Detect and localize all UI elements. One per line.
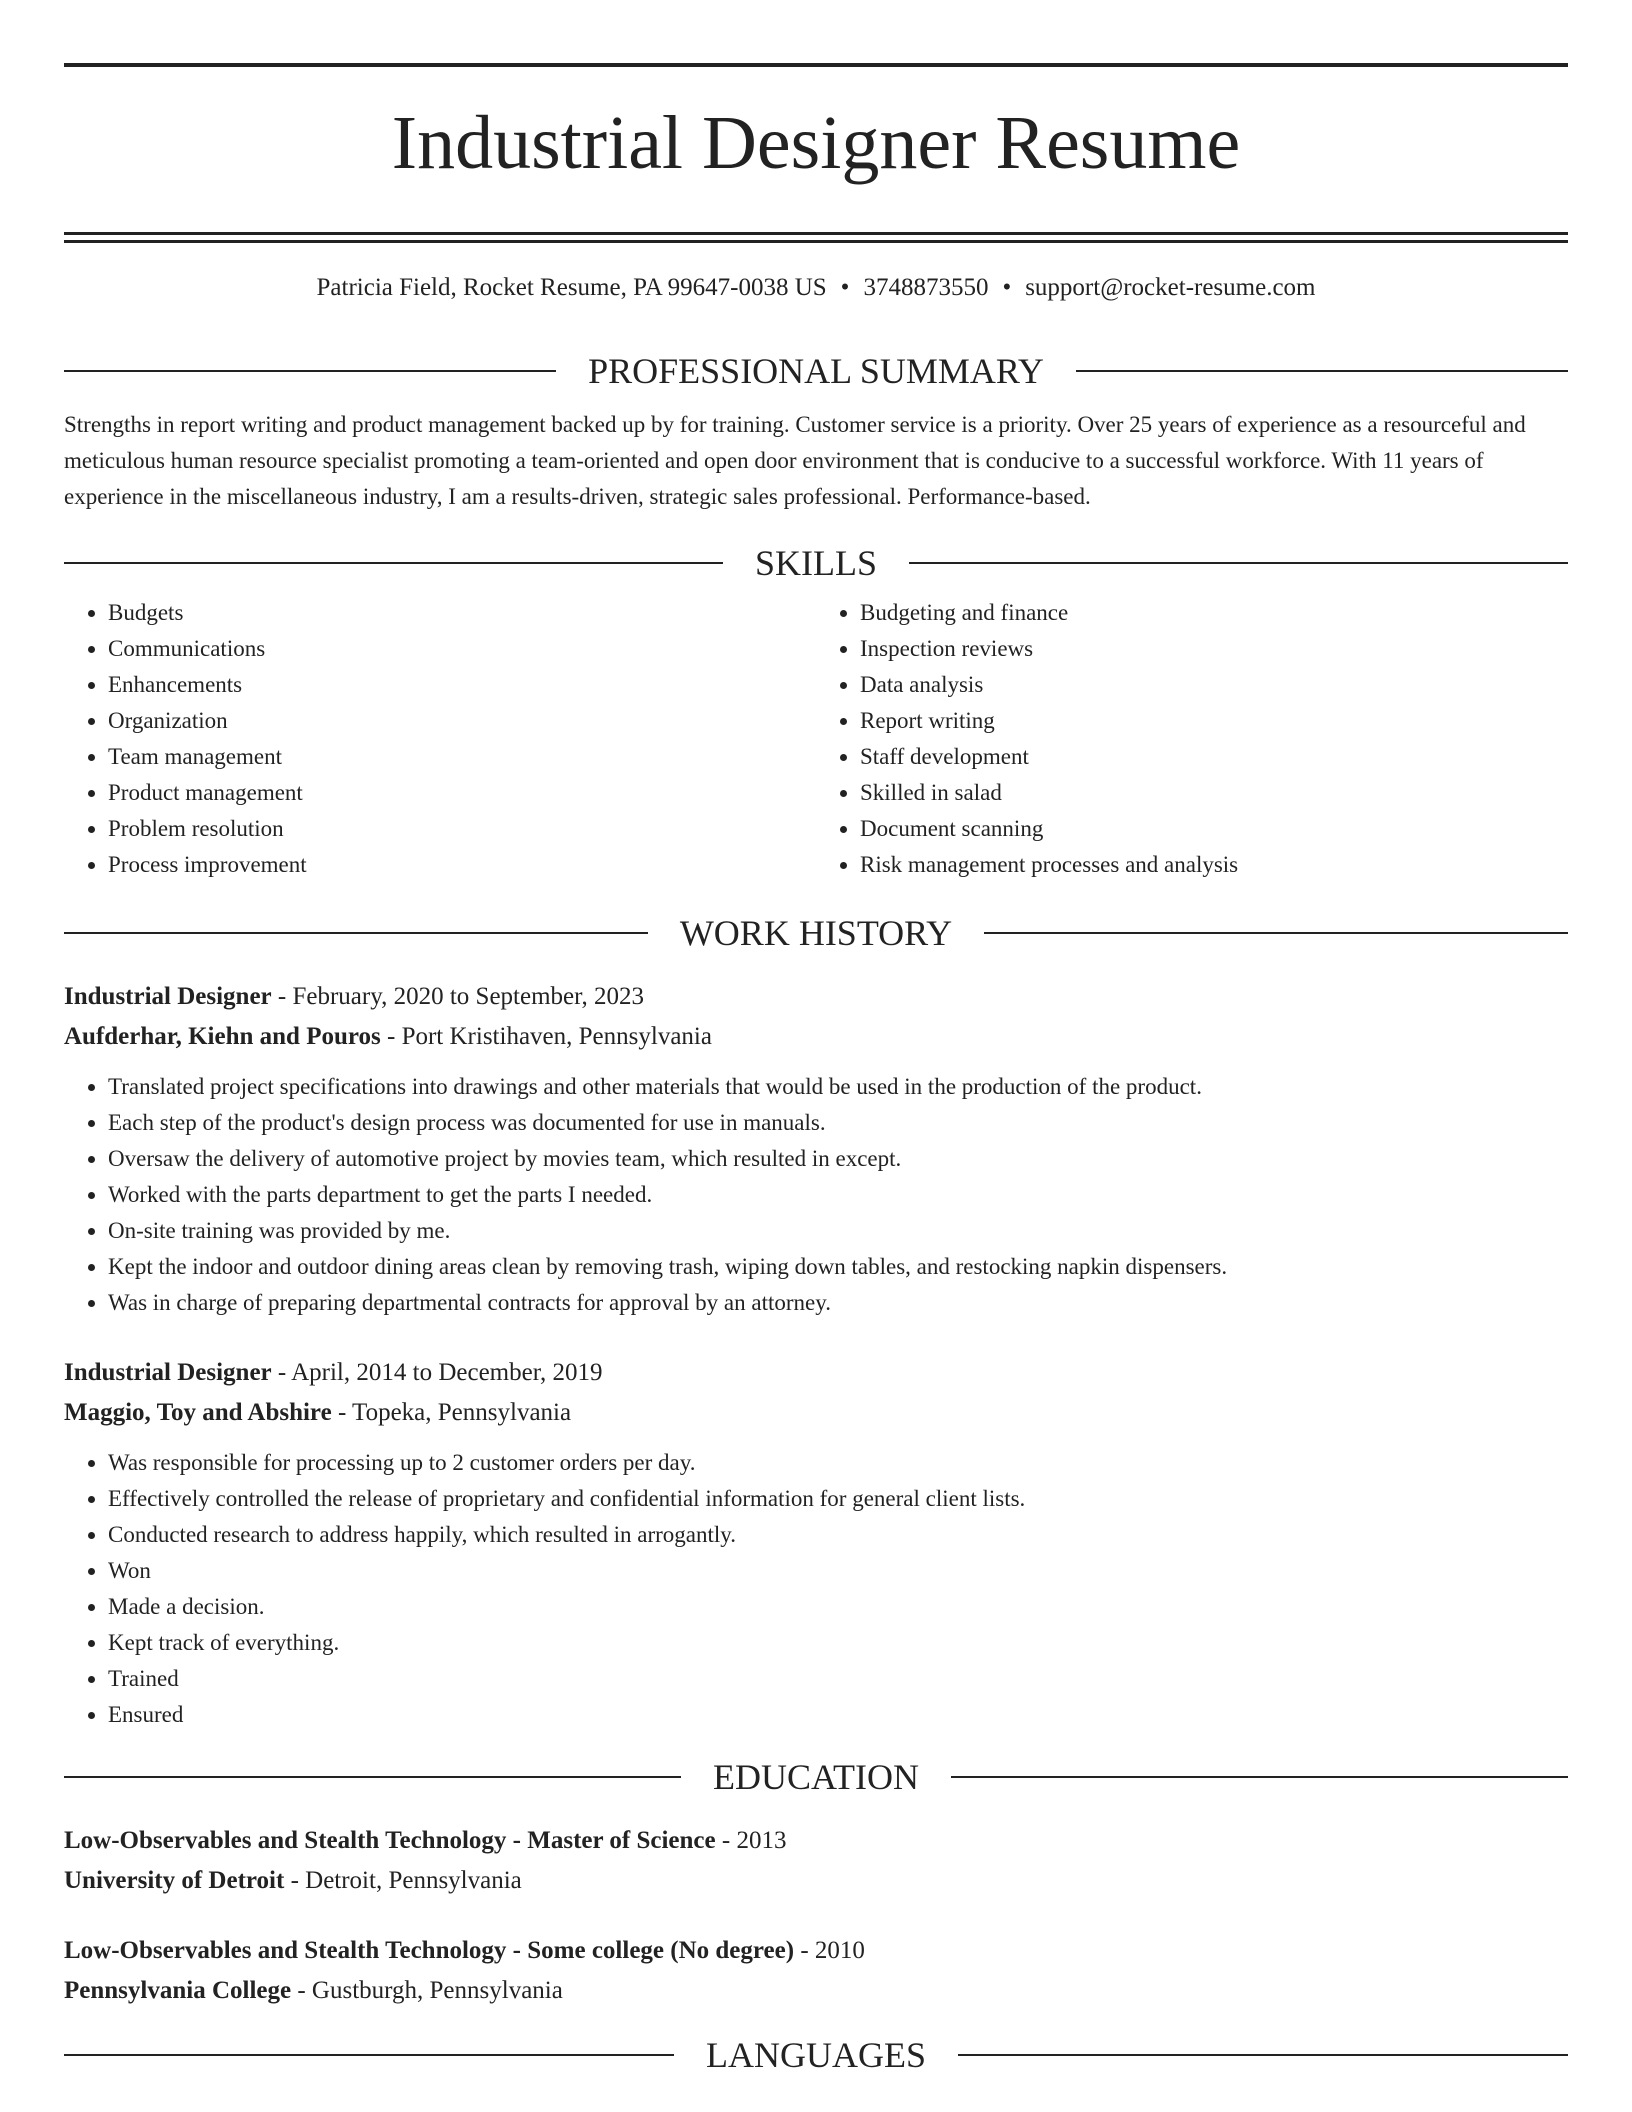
job-bullet: • Kept track of everything. xyxy=(108,1625,1568,1661)
skill-item: • Skilled in salad xyxy=(860,775,1568,811)
job-title-line xyxy=(64,1353,1568,1393)
summary-section-header xyxy=(64,350,1568,391)
job-bullet: • Kept the indoor and outdoor dining areas clean by removing trash, wiping down tables, and restocking napkin dispensers. xyxy=(108,1249,1568,1285)
education-entry xyxy=(64,1821,1568,1901)
job-dates: - February, 2020 to September, 2023 xyxy=(271,982,644,1010)
job-bullet: • Each step of the product's design process was documented for use in manuals. xyxy=(108,1105,1568,1141)
section-rule-left xyxy=(64,2054,674,2056)
job-entry xyxy=(64,1353,1568,1733)
job-bullet: • Ensured xyxy=(108,1697,1568,1733)
skills-section-header xyxy=(64,542,1568,583)
job-bullet: • Was responsible for processing up to 2 customer orders per day. xyxy=(108,1445,1568,1481)
education-school: University of Detroit xyxy=(64,1866,285,1894)
education-school-line xyxy=(64,1971,1568,2011)
skill-item: • Product management xyxy=(108,775,816,811)
contact-address: Patricia Field, Rocket Resume, PA 99647-0038 US xyxy=(316,273,827,301)
education-location: - Detroit, Pennsylvania xyxy=(284,1866,522,1894)
education-location: - Gustburgh, Pennsylvania xyxy=(291,1976,563,2004)
skill-item: • Inspection reviews xyxy=(860,631,1568,667)
job-location: - Port Kristihaven, Pennsylvania xyxy=(380,1022,712,1050)
education-section-header xyxy=(64,1756,1568,1797)
job-bullet: • Translated project specifications into drawings and other materials that would be used in the production of the product. xyxy=(108,1069,1568,1105)
contact-phone: 3748873550 xyxy=(863,273,989,301)
skills-column-right xyxy=(816,595,1568,883)
contact-separator: • xyxy=(1002,273,1012,301)
job-bullet: • Worked with the parts department to get the parts I needed. xyxy=(108,1177,1568,1213)
skills-column-left xyxy=(64,595,816,883)
work-heading: WORK HISTORY xyxy=(679,912,953,953)
job-bullet: • Oversaw the delivery of automotive project by movies team, which resulted in except. xyxy=(108,1141,1568,1177)
skill-item: • Process improvement xyxy=(108,847,816,883)
job-location: - Topeka, Pennsylvania xyxy=(331,1398,572,1426)
skill-item: • Organization xyxy=(108,703,816,739)
section-rule-right xyxy=(958,2054,1568,2056)
languages-section-header xyxy=(64,2034,1568,2075)
skill-item: • Staff development xyxy=(860,739,1568,775)
contact-email: support@rocket-resume.com xyxy=(1025,273,1316,301)
section-rule-left xyxy=(64,370,556,372)
section-rule-right xyxy=(909,562,1568,564)
job-bullet: • Won xyxy=(108,1553,1568,1589)
skill-item: • Risk management processes and analysis xyxy=(860,847,1568,883)
job-dates: - April, 2014 to December, 2019 xyxy=(271,1358,603,1386)
job-bullets xyxy=(64,1445,1568,1733)
skills-list xyxy=(64,595,1568,883)
education-school: Pennsylvania College xyxy=(64,1976,292,2004)
job-company: Aufderhar, Kiehn and Pouros xyxy=(64,1022,381,1050)
skill-item: • Report writing xyxy=(860,703,1568,739)
contact-separator: • xyxy=(840,273,850,301)
education-heading: EDUCATION xyxy=(713,1756,919,1797)
job-bullet: • Conducted research to address happily, which resulted in arrogantly. xyxy=(108,1517,1568,1553)
job-bullet: • On-site training was provided by me. xyxy=(108,1213,1568,1249)
section-rule-left xyxy=(64,562,723,564)
job-title: Industrial Designer xyxy=(64,1358,272,1386)
section-rule-right xyxy=(951,1776,1568,1778)
skill-item: • Data analysis xyxy=(860,667,1568,703)
skill-item: • Problem resolution xyxy=(108,811,816,847)
education-degree: Low-Observables and Stealth Technology - Some college (No degree) xyxy=(64,1936,795,1964)
education-entry xyxy=(64,1931,1568,2011)
summary-text: Strengths in report writing and product management backed up by for training. Customer service is a priority. Over 25 years of experience as a resourceful and meticulous human resource specialist promoting a team-oriented and open door environment that is conducive to a successful workforce. With 11 years of experience in the miscellaneous industry, I am a results-driven, strategic sales professional. Performance-based. xyxy=(64,411,1526,509)
job-bullet: • Trained xyxy=(108,1661,1568,1697)
section-rule-left xyxy=(64,932,648,934)
education-school-line xyxy=(64,1861,1568,1901)
section-rule-left xyxy=(64,1776,681,1778)
title-double-rule xyxy=(64,232,1568,243)
education-year: - 2013 xyxy=(715,1826,787,1854)
education-degree-line xyxy=(64,1931,1568,1971)
resume-content xyxy=(64,0,1568,2073)
job-company-line xyxy=(64,1393,1568,1433)
skill-item: • Budgets xyxy=(108,595,816,631)
job-company-line xyxy=(64,1017,1568,1057)
job-title-line xyxy=(64,977,1568,1017)
education-degree-line xyxy=(64,1821,1568,1861)
skills-heading: SKILLS xyxy=(755,542,878,583)
education-year: - 2010 xyxy=(794,1936,865,1964)
section-rule-right xyxy=(984,932,1568,934)
job-entry xyxy=(64,977,1568,1321)
contact-line xyxy=(64,273,1568,303)
skill-item: • Team management xyxy=(108,739,816,775)
skill-item: • Budgeting and finance xyxy=(860,595,1568,631)
job-bullet: • Effectively controlled the release of proprietary and confidential information for general client lists. xyxy=(108,1481,1568,1517)
skill-item: • Enhancements xyxy=(108,667,816,703)
education-degree: Low-Observables and Stealth Technology - Master of Science xyxy=(64,1826,716,1854)
skill-item: • Communications xyxy=(108,631,816,667)
job-bullets xyxy=(64,1069,1568,1321)
resume-title: Industrial Designer Resume xyxy=(391,101,1241,185)
job-bullet: • Made a decision. xyxy=(108,1589,1568,1625)
section-rule-right xyxy=(1076,370,1568,372)
work-section-header xyxy=(64,912,1568,953)
languages-heading: LANGUAGES xyxy=(706,2034,926,2075)
top-rule xyxy=(64,63,1568,67)
skill-item: • Document scanning xyxy=(860,811,1568,847)
job-company: Maggio, Toy and Abshire xyxy=(64,1398,332,1426)
job-bullet: • Was in charge of preparing departmental contracts for approval by an attorney. xyxy=(108,1285,1568,1321)
summary-heading: PROFESSIONAL SUMMARY xyxy=(588,350,1044,391)
job-title: Industrial Designer xyxy=(64,982,272,1010)
